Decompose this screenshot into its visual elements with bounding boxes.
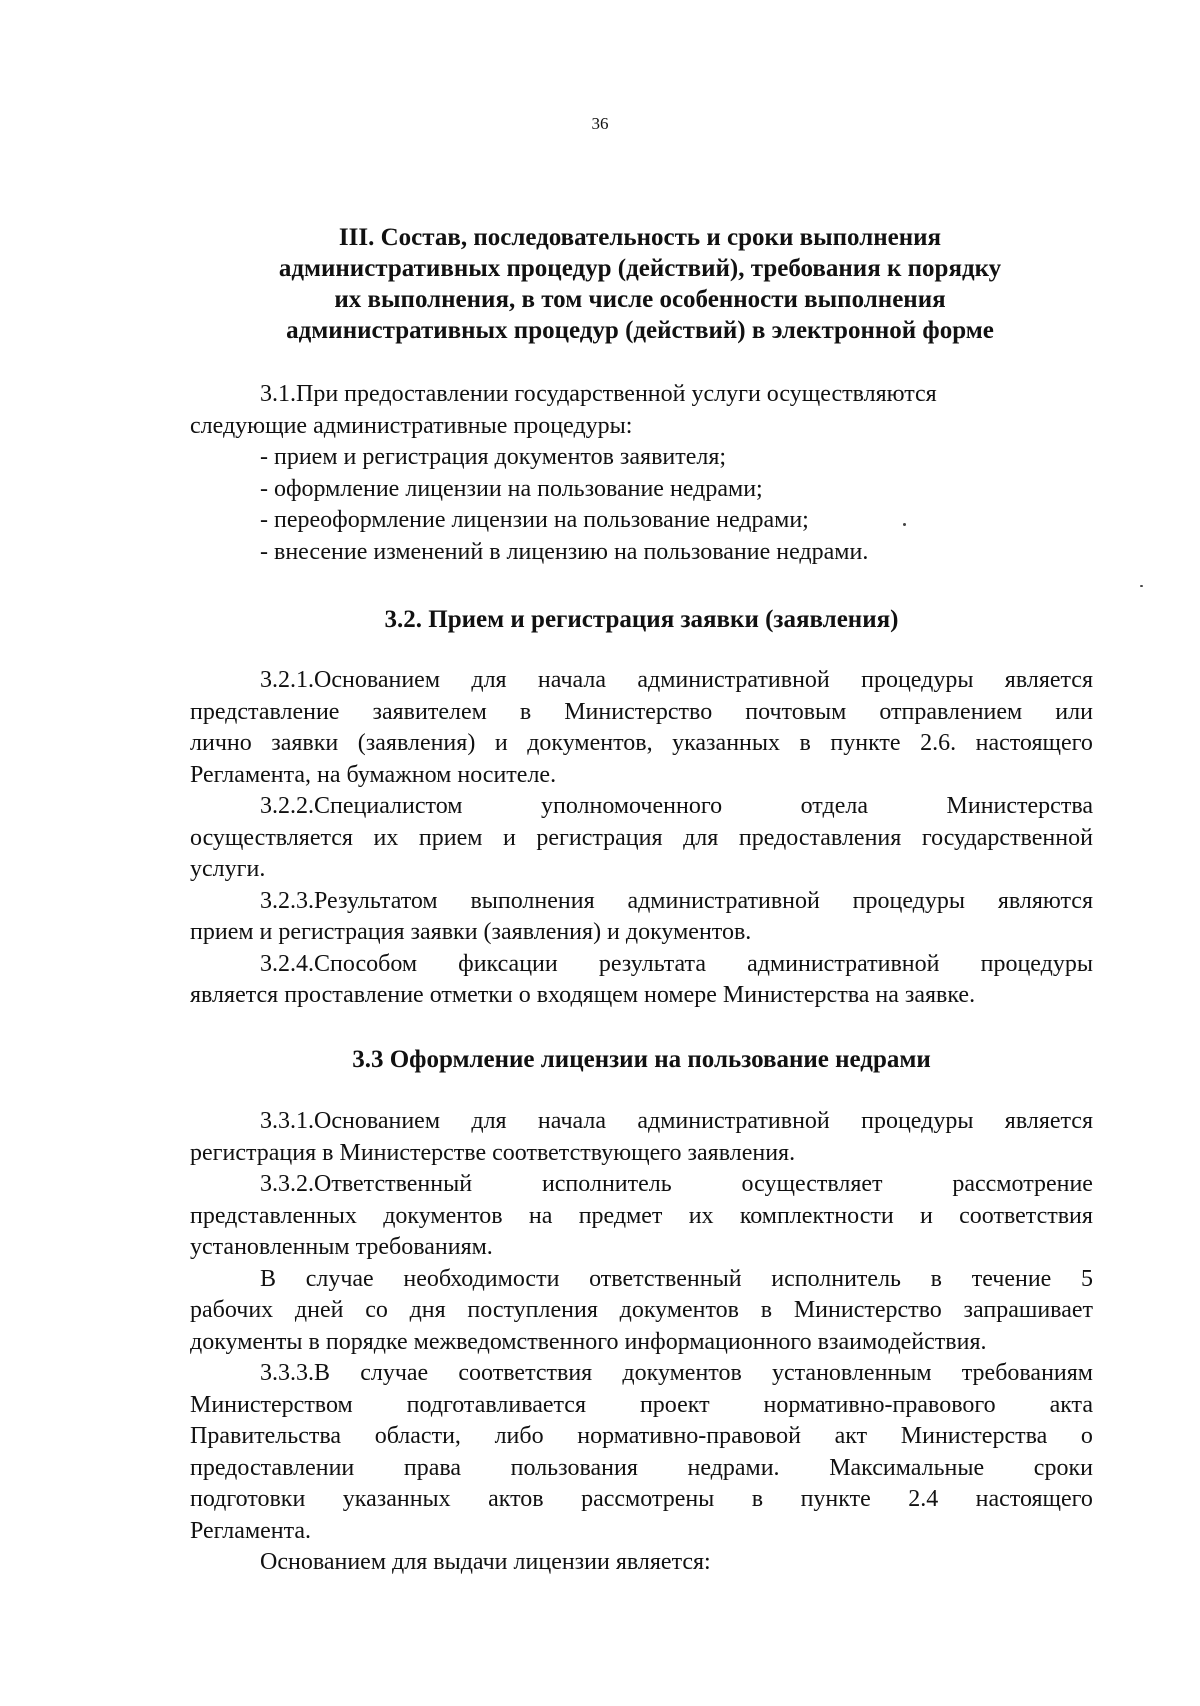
word: представленных — [190, 1202, 357, 1229]
paragraph-line: прием и регистрация заявки (заявления) и документов. — [190, 919, 752, 945]
section-3-1 — [190, 379, 1093, 568]
word: процедуры — [980, 950, 1093, 977]
word: подготовки — [190, 1486, 306, 1512]
word: заявки — [271, 730, 339, 756]
list-item: - оформление лицензии на пользование недрами; — [260, 475, 763, 502]
scan-speck — [903, 523, 906, 526]
word: соответствия — [959, 1202, 1093, 1229]
chapter-heading — [200, 222, 1080, 346]
word: предоставлении — [190, 1454, 355, 1481]
justified-line — [190, 1453, 1093, 1485]
word: являются — [997, 887, 1093, 914]
word: 3.2.3.Результатом — [260, 887, 438, 914]
word: пункте — [800, 1486, 871, 1512]
word: случае — [360, 1360, 429, 1386]
section-3-2-title: 3.2. Прием и регистрация заявки (заявления) — [384, 606, 899, 633]
word: дней — [294, 1297, 344, 1323]
paragraph-line: установленным требованиям. — [190, 1234, 493, 1260]
word: в — [930, 1265, 943, 1292]
word: и — [494, 730, 508, 756]
word: настоящего — [975, 1486, 1093, 1512]
word: 3.3.2.Ответственный — [260, 1171, 473, 1197]
word: акта — [1049, 1391, 1093, 1418]
section-3-3 — [190, 1106, 1093, 1579]
word: исполнитель — [771, 1265, 901, 1292]
word: пользования — [510, 1454, 638, 1481]
justified-line — [190, 1264, 1093, 1296]
word: осуществляет — [741, 1171, 883, 1197]
word: фиксации — [458, 950, 558, 977]
word: поступления — [467, 1297, 598, 1323]
word: для — [471, 1108, 507, 1134]
word: актов — [488, 1486, 544, 1512]
word: подготавливается — [406, 1391, 586, 1418]
word: в — [760, 1297, 773, 1323]
word: или — [1055, 698, 1093, 725]
paragraph-line: Регламента, на бумажном носителе. — [190, 761, 557, 788]
word: заявителем — [372, 698, 487, 725]
word: соответствия — [458, 1360, 593, 1386]
word: проект — [639, 1391, 710, 1418]
word: комплектности — [739, 1202, 894, 1229]
word: представление — [190, 698, 340, 725]
word: процедуры — [861, 667, 974, 693]
justified-line — [190, 1169, 1093, 1201]
word: прием — [418, 824, 483, 851]
justified-line — [190, 1106, 1093, 1138]
word: для — [683, 824, 719, 851]
word: предоставления — [738, 824, 902, 851]
word: процедуры — [852, 887, 966, 914]
list-item: - внесение изменений в лицензию на пользование недрами. — [260, 538, 869, 565]
word: 3.3.3.В — [260, 1360, 331, 1386]
word: 2.4 — [908, 1486, 939, 1512]
paragraph-line: Регламента. — [190, 1517, 312, 1544]
word: лично — [190, 730, 252, 756]
justified-line — [190, 1358, 1093, 1390]
word: Министерство — [564, 698, 713, 725]
word: 3.3.1.Основанием — [260, 1108, 441, 1134]
word: 3.2.2.Специалистом — [260, 793, 463, 819]
word: государственной — [921, 824, 1093, 851]
word: административной — [637, 1108, 830, 1134]
word: Министерство — [793, 1297, 942, 1323]
justified-line — [190, 949, 1093, 981]
word: рабочих — [190, 1297, 274, 1323]
word: В — [260, 1265, 277, 1292]
word: о — [1080, 1423, 1093, 1449]
word: в — [751, 1486, 764, 1512]
word: документов — [383, 1202, 503, 1229]
word: административной — [747, 950, 940, 977]
chapter-heading-line: их выполнения, в том числе особенности выполнения — [334, 286, 946, 313]
word: их — [688, 1202, 714, 1229]
paragraph-line: является проставление отметки о входящем номере Министерства на заявке. — [190, 982, 976, 1008]
word: области, — [374, 1423, 461, 1449]
word: является — [1004, 1108, 1093, 1134]
word: Правительства — [190, 1423, 342, 1449]
chapter-heading-line: III. Состав, последовательность и сроки выполнения — [338, 224, 942, 251]
word: на — [528, 1202, 553, 1229]
word: процедуры — [861, 1108, 974, 1134]
word: 5 — [1081, 1265, 1093, 1292]
justified-line — [190, 1295, 1093, 1327]
word: недрами. — [687, 1454, 780, 1481]
word: документов — [619, 1297, 740, 1323]
word: административной — [627, 887, 820, 914]
word: дня — [409, 1297, 446, 1323]
justified-line — [190, 665, 1093, 697]
word: требованиям — [961, 1360, 1093, 1386]
justified-line — [190, 1484, 1093, 1516]
justified-line — [190, 1390, 1093, 1422]
word: начала — [537, 1108, 607, 1134]
word: течение — [971, 1265, 1052, 1292]
word: выполнения — [470, 887, 595, 914]
word: рассмотрены — [581, 1486, 715, 1512]
word: настоящего — [975, 730, 1093, 756]
word: необходимости — [403, 1265, 560, 1292]
word: в — [799, 730, 811, 756]
word: указанных — [672, 730, 781, 756]
word: уполномоченного — [540, 793, 723, 819]
word: документов — [622, 1360, 742, 1386]
paragraph-line: Основанием для выдачи лицензии является: — [260, 1549, 711, 1575]
justified-line — [190, 823, 1093, 855]
word: документов, — [527, 730, 653, 756]
justified-line — [190, 1421, 1093, 1453]
word: права — [403, 1454, 462, 1481]
paragraph-line: регистрация в Министерстве соответствующего заявления. — [190, 1139, 796, 1166]
word: и — [920, 1202, 933, 1229]
word: является — [1004, 667, 1093, 693]
word: ответственный — [589, 1265, 742, 1292]
word: пункте — [830, 730, 901, 756]
word: 3.2.4.Способом — [260, 950, 418, 977]
justified-line — [190, 791, 1093, 823]
word: 2.6. — [920, 730, 957, 756]
word: запрашивает — [963, 1297, 1093, 1323]
word: нормативно-правовой — [577, 1423, 801, 1449]
word: Максимальные — [829, 1454, 985, 1481]
list-item: - прием и регистрация документов заявителя; — [260, 444, 727, 470]
word: отдела — [800, 793, 868, 819]
word: Министерством — [190, 1391, 353, 1418]
word: почтовым — [745, 698, 847, 725]
word: начала — [537, 667, 607, 693]
word: регистрация — [536, 824, 663, 851]
chapter-heading-line: административных процедур (действий), требования к порядку — [278, 255, 1002, 282]
word: рассмотрение — [952, 1171, 1093, 1197]
justified-line — [190, 728, 1093, 760]
chapter-heading-line: административных процедур (действий) в электронной форме — [286, 317, 994, 344]
page-number: 36 — [591, 114, 609, 133]
word: указанных — [342, 1486, 451, 1512]
word: нормативно-правового — [763, 1391, 996, 1418]
word: Министерства — [900, 1423, 1048, 1449]
paragraph-line: 3.1.При предоставлении государственной услуги осуществляются — [260, 381, 937, 407]
paragraph-line: следующие административные процедуры: — [190, 412, 633, 439]
word: и — [502, 824, 516, 851]
word: исполнитель — [541, 1171, 672, 1197]
word: административной — [637, 667, 830, 693]
justified-line — [190, 886, 1093, 918]
word: установленным — [772, 1360, 932, 1386]
word: либо — [494, 1423, 544, 1449]
paragraph-line: услуги. — [190, 856, 266, 882]
word: предмет — [578, 1202, 663, 1229]
word: со — [365, 1297, 388, 1323]
justified-line — [190, 697, 1093, 729]
section-3-2 — [190, 665, 1093, 1012]
word: сроки — [1033, 1454, 1093, 1481]
word: акт — [834, 1423, 868, 1449]
word: в — [519, 698, 532, 725]
word: отправлением — [879, 698, 1023, 725]
word: случае — [305, 1265, 374, 1292]
paragraph-line: документы в порядке межведомственного информационного взаимодействия. — [190, 1328, 987, 1355]
justified-line — [190, 1201, 1093, 1233]
scan-speck — [1140, 585, 1143, 587]
word: 3.2.1.Основанием — [260, 667, 441, 693]
word: для — [471, 667, 507, 693]
word: Министерства — [946, 793, 1093, 819]
word: (заявления) — [357, 730, 476, 756]
word: осуществляется — [190, 824, 353, 851]
list-item: - переоформление лицензии на пользование недрами; — [260, 507, 809, 533]
section-3-3-title: 3.3 Оформление лицензии на пользование недрами — [352, 1046, 931, 1073]
word: результата — [598, 950, 706, 977]
word: их — [373, 824, 399, 851]
